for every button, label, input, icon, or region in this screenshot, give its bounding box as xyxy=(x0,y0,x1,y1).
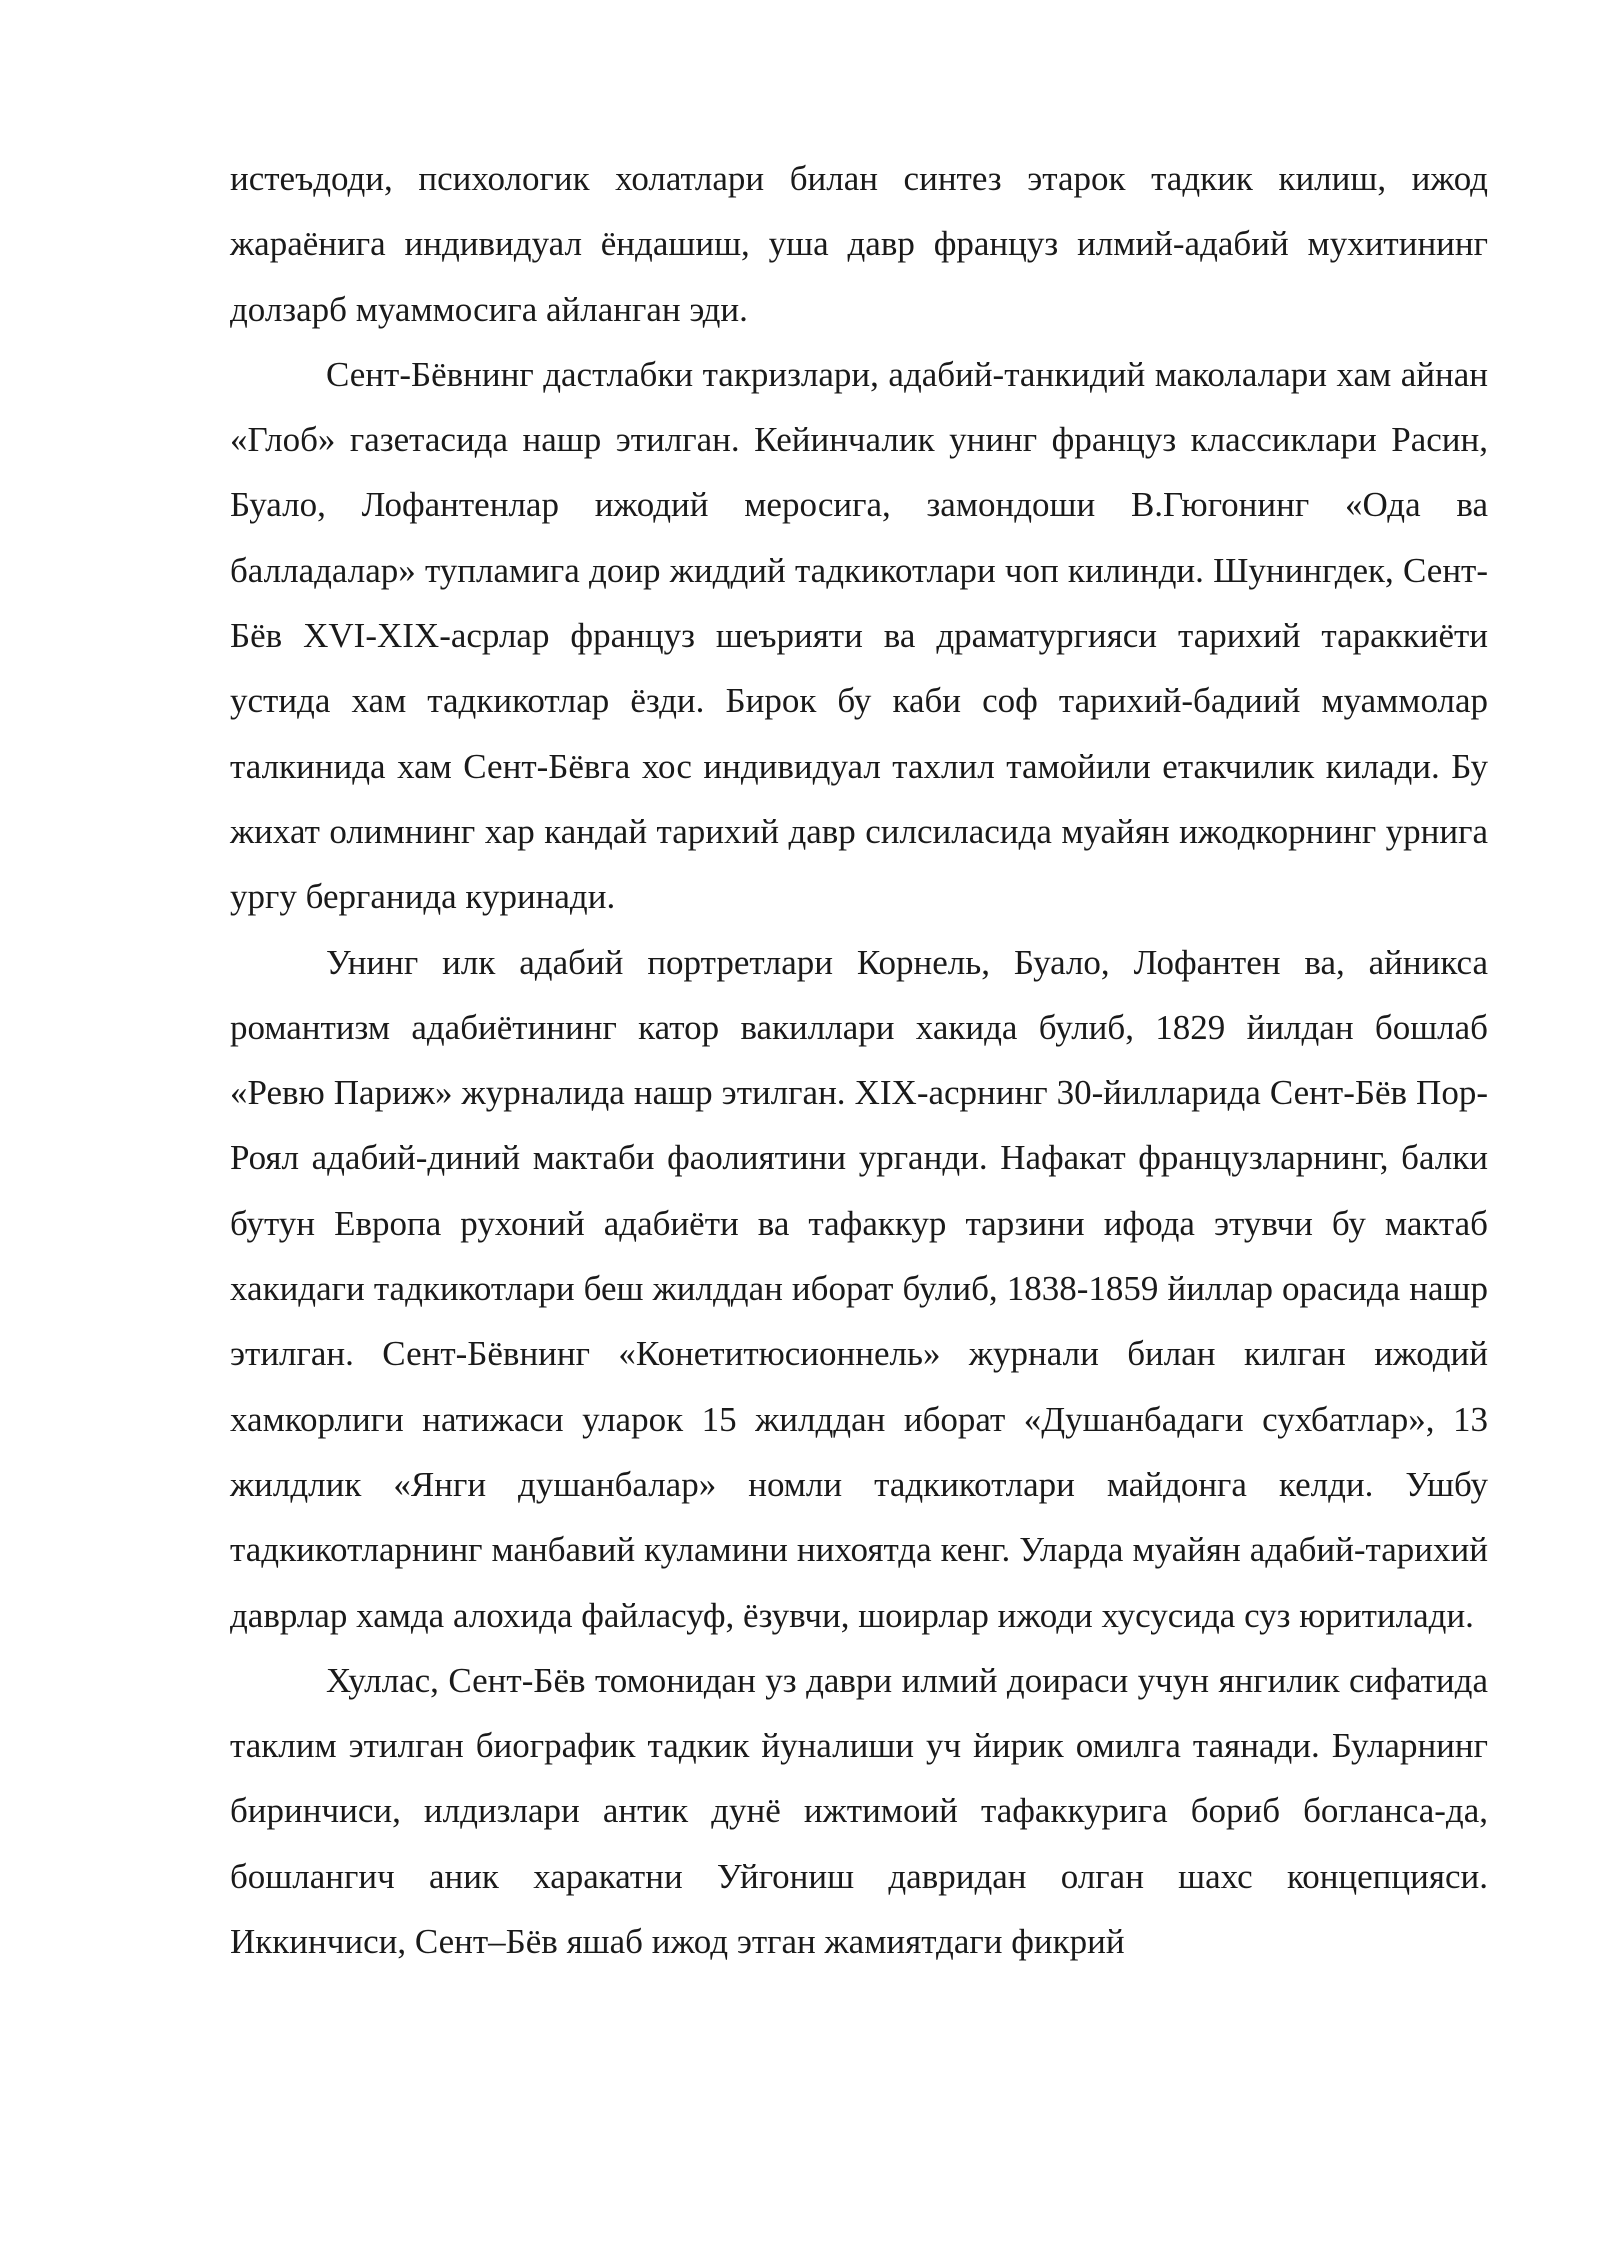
paragraph-1: истеъдоди, психологик холатлари билан синтез этарок тадкик килиш, ижод жараёнига индивидуал ёндашиш, уша давр француз илмий-адабий мухитининг долзарб муаммосига айланган эди. xyxy=(230,159,1488,329)
paragraph-4: Хуллас, Сент-Бёв томонидан уз даври илмий доираси учун янгилик сифатида таклим этилган биографик тадкик йуналиши уч йирик омилга таянади. Буларнинг биринчиси, илдизлари антик дунё ижтимоий тафаккурига бориб богланса-да, бошлангич аник харакатни Уйгониш давридан олган шахс концепцияси. Иккинчиси, Сент–Бёв яшаб ижод этган жамиятдаги фикрий xyxy=(230,1660,1488,1962)
paragraph-2: Сент-Бёвнинг дастлабки такризлари, адабий-танкидий маколалари хам айнан «Глоб» газетасида нашр этилган. Кейинчалик унинг француз классиклари Расин, Буало, Лофантенлар ижодий меросига, замондоши В.Гюгонинг «Ода ва балладалар» тупламига доир жиддий тадкикотлари чоп килинди. Шунингдек, Сент-Бёв XVI-XIX-асрлар француз шеърияти ва драматургияси тарихий тараккиёти устида хам тадкикотлар ёзди. Бирок бу каби соф тарихий-бадиий муаммолар талкинида хам Сент-Бёвга хос индивидуал тахлил тамойили етакчилик килади. Бу жихат олимнинг хар кандай тарихий давр силсиласида муайян ижодкорнинг урнига ургу берганида куринади. xyxy=(230,354,1488,917)
paragraph-3: Унинг илк адабий портретлари Корнель, Буало, Лофантен ва, айникса романтизм адабиётининг катор вакиллари хакида булиб, 1829 йилдан бошлаб «Ревю Париж» журналида нашр этилган. XIX-асрнинг 30-йилларида Сент-Бёв Пор-Роял адабий-диний мактаби фаолиятини урганди. Нафакат французларнинг, балки бутун Европа рухоний адабиёти ва тафаккур тарзини ифода этувчи бу мактаб хакидаги тадкикотлари беш жилддан иборат булиб, 1838-1859 йиллар орасида нашр этилган. Сент-Бёвнинг «Конетитюсионнель» журнали билан килган ижодий хамкорлиги натижаси уларок 15 жилддан иборат «Душанбадаги сухбатлар», 13 жилдлик «Янги душанбалар» номли тадкикотлари майдонга келди. Ушбу тадкикотларнинг манбавий куламини нихоятда кенг. Уларда муайян адабий-тарихий даврлар хамда алохида файласуф, ёзувчи, шоирлар ижоди хусусида суз юритилади. xyxy=(230,942,1488,1635)
document-body xyxy=(230,146,1488,1974)
